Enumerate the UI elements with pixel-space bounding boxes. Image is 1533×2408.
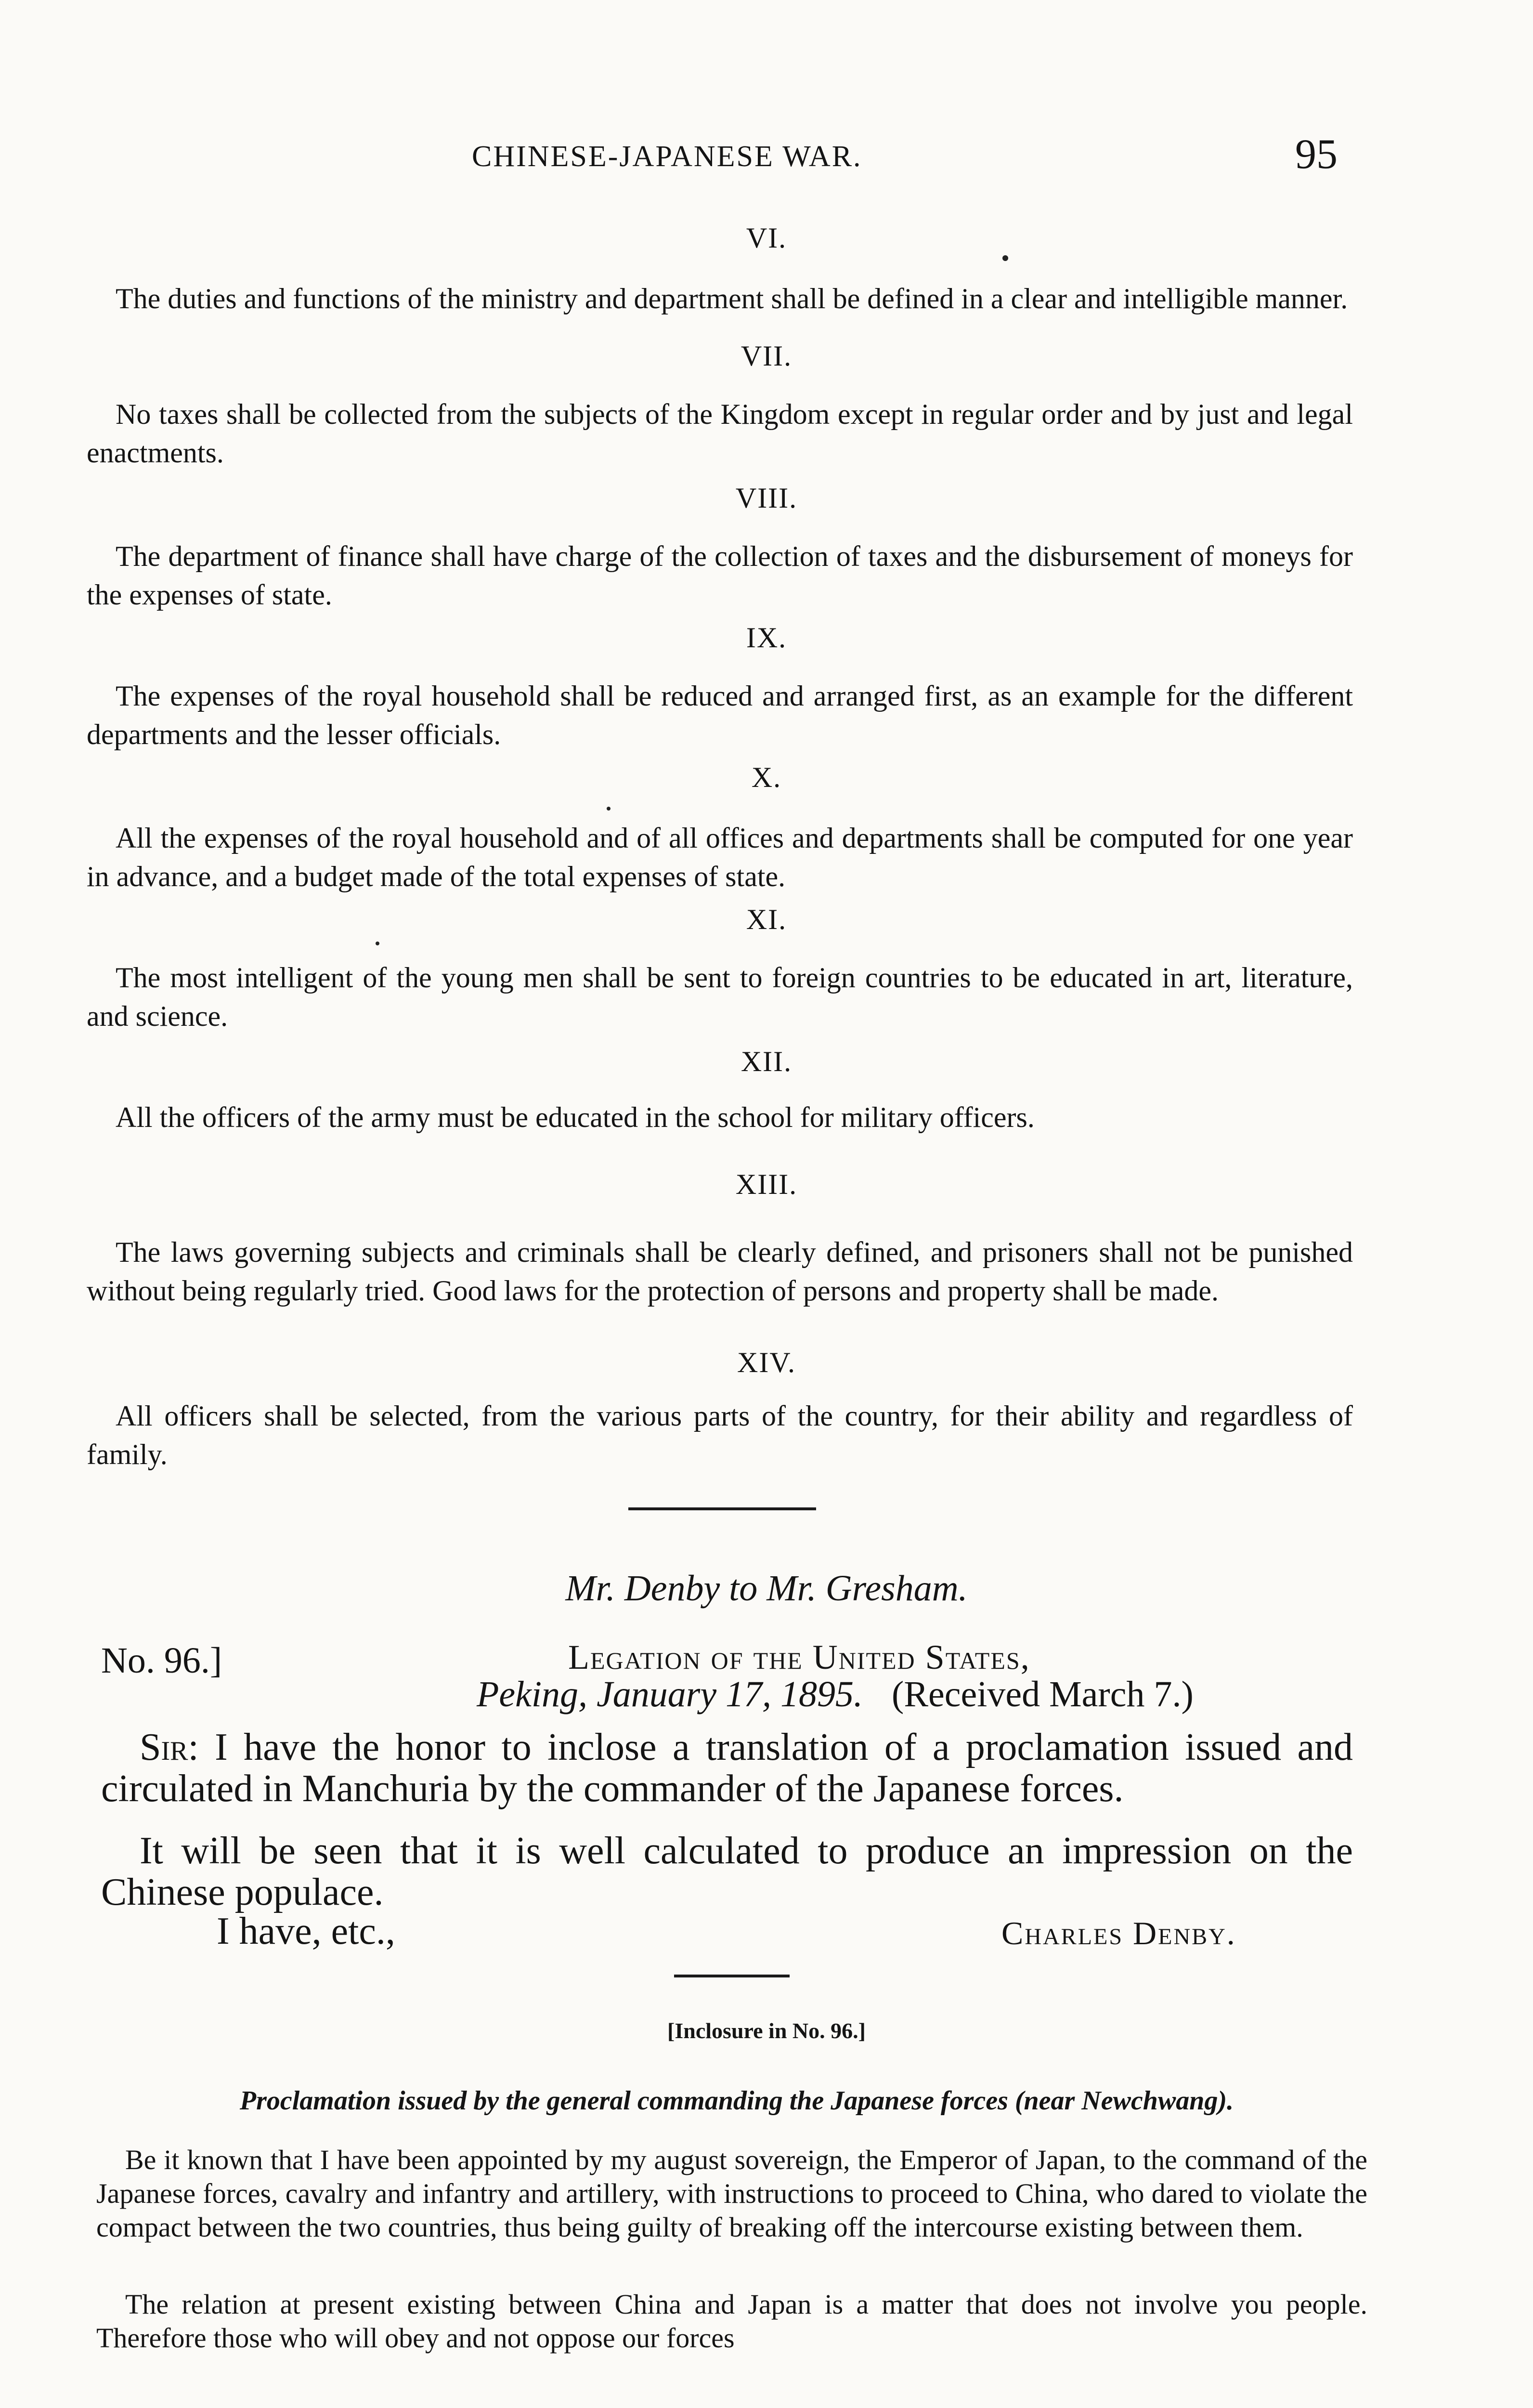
article-text: All the expenses of the royal household and of all offices and departments shall be computed for one year in advance, and a budget made of the total expenses of state. <box>87 822 1353 892</box>
article-text: The expenses of the royal household shall be reduced and arranged first, as an example for the different departments and the lesser officials. <box>87 680 1353 750</box>
article-numeral: VII. <box>741 340 792 372</box>
ink-speck <box>1002 255 1008 261</box>
ink-speck <box>376 942 379 945</box>
signature: Charles Denby. <box>1001 1915 1236 1951</box>
article-numeral: VI. <box>746 222 787 254</box>
article-text: All the officers of the army must be educated in the school for military officers. <box>116 1101 1035 1133</box>
proclamation-paragraph: The relation at present existing between China and Japan is a matter that does not involve you people. Therefore those who will obey and not oppose our forces <box>96 2289 1367 2354</box>
article-text: The duties and functions of the ministry and department shall be defined in a clear and intelligible manner. <box>116 283 1348 314</box>
article-numeral: XIII. <box>735 1168 798 1200</box>
article-text: All officers shall be selected, from the various parts of the country, for their ability and regardless of family. <box>87 1400 1353 1470</box>
letter-body-text: I have the honor to inclose a translation of a proclamation issued and circulated in Manchuria by the commander of the Japanese forces. <box>101 1726 1353 1810</box>
document-number: No. 96.] <box>101 1640 222 1681</box>
legation-line: Legation of the United States, <box>568 1638 1030 1676</box>
inclosure-label: [Inclosure in No. 96.] <box>667 2018 866 2043</box>
salutation: Sir: <box>140 1726 199 1768</box>
article-numeral: VIII. <box>735 482 798 514</box>
letter-heading: Mr. Denby to Mr. Gresham. <box>565 1568 968 1609</box>
page-number: 95 <box>1295 131 1338 178</box>
received-date: (Received March 7.) <box>892 1674 1194 1714</box>
article-numeral: XIV. <box>737 1347 796 1378</box>
article-text: The laws governing subjects and criminals shall be clearly defined, and prisoners shall not be punished without being regularly tried. Good laws for the protection of persons and property shall be made. <box>87 1236 1353 1307</box>
proclamation-paragraph: Be it known that I have been appointed by my august sovereign, the Emperor of Japan, to the command of the Japanese forces, cavalry and infantry and artillery, with instructions to proceed to China, who dared to violate the compact between the two countries, thus being guilty of breaking off the intercourse existing between them. <box>96 2144 1367 2243</box>
dateline <box>477 1674 1194 1715</box>
ink-speck <box>607 807 611 811</box>
article-numeral: XII. <box>741 1046 792 1077</box>
section-divider <box>674 1975 790 1977</box>
article-text: The most intelligent of the young men shall be sent to foreign countries to be educated in art, literature, and science. <box>87 962 1353 1032</box>
place-date: Peking, January 17, 1895. <box>477 1674 863 1714</box>
running-title: CHINESE-JAPANESE WAR. <box>472 140 862 173</box>
proclamation-title: Proclamation issued by the general commanding the Japanese forces (near Newchwang). <box>239 2086 1234 2116</box>
article-numeral: X. <box>751 761 782 793</box>
letter-body-paragraph <box>101 1727 1353 1809</box>
section-divider <box>628 1507 816 1510</box>
article-numeral: IX. <box>746 622 787 654</box>
closing: I have, etc., <box>217 1910 395 1952</box>
article-text: The department of finance shall have charge of the collection of taxes and the disbursement of moneys for the expenses of state. <box>87 540 1353 611</box>
article-text: No taxes shall be collected from the subjects of the Kingdom except in regular order and by just and legal enactments. <box>87 398 1353 469</box>
article-numeral: XI. <box>746 903 787 935</box>
letter-body-paragraph: It will be seen that it is well calculated to produce an impression on the Chinese populace. <box>101 1830 1353 1913</box>
